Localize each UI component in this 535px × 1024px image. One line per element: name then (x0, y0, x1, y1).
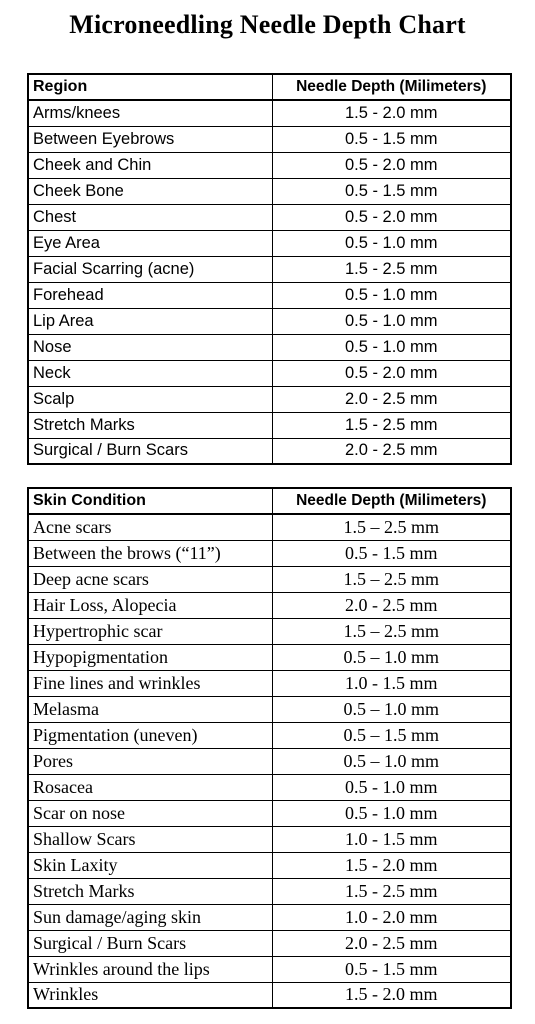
skin-condition-column-header: Skin Condition (28, 488, 272, 514)
table-row (28, 800, 511, 826)
row-needle-depth: 0.5 - 2.0 mm (272, 204, 511, 230)
row-needle-depth: 1.5 – 2.5 mm (272, 514, 511, 540)
row-label: Between Eyebrows (28, 126, 272, 152)
table-header-row (28, 74, 511, 100)
table-row (28, 618, 511, 644)
table-row (28, 696, 511, 722)
row-needle-depth: 1.5 – 2.5 mm (272, 618, 511, 644)
row-needle-depth: 1.0 - 1.5 mm (272, 670, 511, 696)
table-row (28, 282, 511, 308)
table-row (28, 982, 511, 1008)
row-label: Fine lines and wrinkles (28, 670, 272, 696)
table-row (28, 334, 511, 360)
row-label: Stretch Marks (28, 412, 272, 438)
table-row (28, 852, 511, 878)
row-needle-depth: 0.5 - 1.0 mm (272, 282, 511, 308)
table-row (28, 566, 511, 592)
row-needle-depth: 0.5 – 1.0 mm (272, 696, 511, 722)
table-row (28, 540, 511, 566)
table-row (28, 152, 511, 178)
row-label: Deep acne scars (28, 566, 272, 592)
row-label: Sun damage/aging skin (28, 904, 272, 930)
row-needle-depth: 0.5 – 1.5 mm (272, 722, 511, 748)
row-label: Pores (28, 748, 272, 774)
row-label: Shallow Scars (28, 826, 272, 852)
table-row (28, 360, 511, 386)
row-label: Wrinkles around the lips (28, 956, 272, 982)
table-header-row (28, 488, 511, 514)
region-table-body (28, 100, 511, 464)
row-needle-depth: 0.5 - 2.0 mm (272, 360, 511, 386)
table-row (28, 230, 511, 256)
row-label: Stretch Marks (28, 878, 272, 904)
table-row (28, 644, 511, 670)
row-needle-depth: 2.0 - 2.5 mm (272, 592, 511, 618)
table-row (28, 904, 511, 930)
row-label: Hypopigmentation (28, 644, 272, 670)
row-label: Arms/knees (28, 100, 272, 126)
row-needle-depth: 0.5 – 1.0 mm (272, 748, 511, 774)
row-needle-depth: 1.5 - 2.0 mm (272, 982, 511, 1008)
needle-depth-column-header: Needle Depth (Milimeters) (272, 74, 511, 100)
row-label: Hypertrophic scar (28, 618, 272, 644)
table-row (28, 308, 511, 334)
table-row (28, 930, 511, 956)
row-needle-depth: 0.5 - 1.0 mm (272, 308, 511, 334)
table-row (28, 386, 511, 412)
row-needle-depth: 0.5 - 1.5 mm (272, 540, 511, 566)
row-label: Pigmentation (uneven) (28, 722, 272, 748)
row-needle-depth: 1.5 – 2.5 mm (272, 566, 511, 592)
skin-condition-depth-table (27, 487, 512, 1009)
table-row (28, 438, 511, 464)
row-label: Hair Loss, Alopecia (28, 592, 272, 618)
row-needle-depth: 1.5 - 2.0 mm (272, 100, 511, 126)
row-label: Surgical / Burn Scars (28, 438, 272, 464)
region-depth-table (27, 73, 512, 465)
row-label: Scar on nose (28, 800, 272, 826)
row-label: Cheek and Chin (28, 152, 272, 178)
row-label: Cheek Bone (28, 178, 272, 204)
needle-depth-column-header: Needle Depth (Milimeters) (272, 488, 511, 514)
table-row (28, 826, 511, 852)
row-label: Scalp (28, 386, 272, 412)
table-row (28, 722, 511, 748)
table-row (28, 256, 511, 282)
table-row (28, 100, 511, 126)
row-label: Neck (28, 360, 272, 386)
row-label: Rosacea (28, 774, 272, 800)
row-needle-depth: 0.5 - 1.0 mm (272, 230, 511, 256)
row-needle-depth: 0.5 - 2.0 mm (272, 152, 511, 178)
row-needle-depth: 1.5 - 2.0 mm (272, 852, 511, 878)
table-row (28, 774, 511, 800)
row-label: Melasma (28, 696, 272, 722)
row-needle-depth: 0.5 - 1.5 mm (272, 956, 511, 982)
row-needle-depth: 1.0 - 1.5 mm (272, 826, 511, 852)
row-needle-depth: 0.5 - 1.0 mm (272, 334, 511, 360)
table-row (28, 748, 511, 774)
row-label: Forehead (28, 282, 272, 308)
row-label: Acne scars (28, 514, 272, 540)
row-label: Skin Laxity (28, 852, 272, 878)
page-title: Microneedling Needle Depth Chart (69, 10, 466, 39)
row-label: Chest (28, 204, 272, 230)
row-needle-depth: 0.5 - 1.5 mm (272, 126, 511, 152)
row-needle-depth: 2.0 - 2.5 mm (272, 438, 511, 464)
row-label: Facial Scarring (acne) (28, 256, 272, 282)
table-row (28, 204, 511, 230)
table-row (28, 592, 511, 618)
row-needle-depth: 1.5 - 2.5 mm (272, 256, 511, 282)
table-row (28, 878, 511, 904)
row-label: Lip Area (28, 308, 272, 334)
condition-table-body (28, 514, 511, 1008)
row-label: Between the brows (“11”) (28, 540, 272, 566)
row-needle-depth: 1.5 - 2.5 mm (272, 412, 511, 438)
table-row (28, 126, 511, 152)
table-row (28, 670, 511, 696)
row-label: Wrinkles (28, 982, 272, 1008)
row-label: Surgical / Burn Scars (28, 930, 272, 956)
table-row (28, 514, 511, 540)
row-needle-depth: 2.0 - 2.5 mm (272, 386, 511, 412)
row-label: Eye Area (28, 230, 272, 256)
row-needle-depth: 0.5 – 1.0 mm (272, 644, 511, 670)
row-needle-depth: 1.0 - 2.0 mm (272, 904, 511, 930)
row-needle-depth: 1.5 - 2.5 mm (272, 878, 511, 904)
row-needle-depth: 0.5 - 1.0 mm (272, 774, 511, 800)
row-needle-depth: 0.5 - 1.0 mm (272, 800, 511, 826)
row-needle-depth: 0.5 - 1.5 mm (272, 178, 511, 204)
row-label: Nose (28, 334, 272, 360)
region-column-header: Region (28, 74, 272, 100)
row-needle-depth: 2.0 - 2.5 mm (272, 930, 511, 956)
table-row (28, 178, 511, 204)
table-row (28, 956, 511, 982)
table-row (28, 412, 511, 438)
